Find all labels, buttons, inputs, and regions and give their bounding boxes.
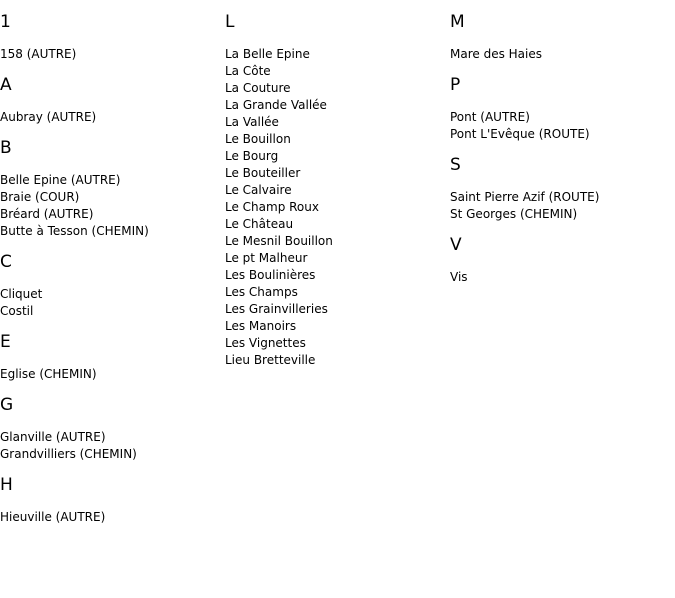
street-item[interactable]: La Vallée (225, 115, 279, 129)
street-item[interactable]: Le Champ Roux (225, 200, 319, 214)
street-list (450, 109, 675, 143)
street-item[interactable]: Les Vignettes (225, 336, 306, 350)
letter-heading: 1 (0, 12, 11, 32)
street-item[interactable]: Le Bouteiller (225, 166, 301, 180)
street-item[interactable]: Le Château (225, 217, 294, 231)
letter-group-l (225, 12, 450, 369)
street-item[interactable]: Hieuville (AUTRE) (0, 510, 106, 524)
letter-heading: G (0, 395, 14, 415)
street-item[interactable]: Bréard (AUTRE) (0, 207, 94, 221)
street-item[interactable]: Grandvilliers (CHEMIN) (0, 447, 137, 461)
letter-group-h (0, 475, 225, 526)
street-item[interactable]: La Belle Epine (225, 47, 310, 61)
letter-group-c (0, 252, 225, 320)
street-list (0, 172, 225, 240)
letter-heading: V (450, 235, 462, 255)
street-list (0, 366, 225, 383)
street-item[interactable]: Pont L'Evêque (ROUTE) (450, 127, 590, 141)
letter-heading: S (450, 155, 461, 175)
letter-group-p (450, 75, 675, 143)
letter-group-m (450, 12, 675, 63)
street-item[interactable]: Le Mesnil Bouillon (225, 234, 333, 248)
index-column-1 (0, 0, 225, 534)
street-item[interactable]: Vis (450, 270, 468, 284)
street-item[interactable]: Mare des Haies (450, 47, 542, 61)
street-list (450, 189, 675, 223)
street-item[interactable]: Lieu Bretteville (225, 353, 316, 367)
street-item[interactable]: La Côte (225, 64, 271, 78)
letter-group-g (0, 395, 225, 463)
letter-group-v (450, 235, 675, 286)
street-item[interactable]: Le Bourg (225, 149, 279, 163)
street-item[interactable]: Butte à Tesson (CHEMIN) (0, 224, 149, 238)
street-list (450, 269, 675, 286)
street-item[interactable]: Belle Epine (AUTRE) (0, 173, 121, 187)
street-item[interactable]: Les Grainvilleries (225, 302, 328, 316)
street-item[interactable]: Braie (COUR) (0, 190, 80, 204)
street-item[interactable]: Les Boulinières (225, 268, 316, 282)
street-item[interactable]: Pont (AUTRE) (450, 110, 530, 124)
street-item[interactable]: Glanville (AUTRE) (0, 430, 106, 444)
street-item[interactable]: Costil (0, 304, 34, 318)
street-list (225, 46, 450, 369)
letter-heading: L (225, 12, 235, 32)
letter-heading: P (450, 75, 461, 95)
street-item[interactable]: Le pt Malheur (225, 251, 308, 265)
street-list (0, 509, 225, 526)
letter-group-1 (0, 12, 225, 63)
street-list (450, 46, 675, 63)
index-column-3 (450, 0, 675, 294)
street-item[interactable]: Les Champs (225, 285, 298, 299)
letter-heading: M (450, 12, 465, 32)
letter-group-e (0, 332, 225, 383)
letter-heading: B (0, 138, 12, 158)
letter-group-a (0, 75, 225, 126)
street-item[interactable]: Eglise (CHEMIN) (0, 367, 97, 381)
street-list (0, 286, 225, 320)
street-list (0, 109, 225, 126)
street-list (0, 46, 225, 63)
street-item[interactable]: Saint Pierre Azif (ROUTE) (450, 190, 600, 204)
street-item[interactable]: Le Bouillon (225, 132, 291, 146)
street-item[interactable]: Les Manoirs (225, 319, 297, 333)
street-item[interactable]: Le Calvaire (225, 183, 292, 197)
letter-group-b (0, 138, 225, 240)
street-item[interactable]: St Georges (CHEMIN) (450, 207, 578, 221)
street-item[interactable]: 158 (AUTRE) (0, 47, 77, 61)
letter-group-s (450, 155, 675, 223)
street-item[interactable]: La Grande Vallée (225, 98, 327, 112)
letter-heading: H (0, 475, 13, 495)
street-list (0, 429, 225, 463)
street-item[interactable]: Cliquet (0, 287, 43, 301)
street-item[interactable]: La Couture (225, 81, 291, 95)
index-column-2 (225, 0, 450, 377)
letter-heading: A (0, 75, 12, 95)
street-item[interactable]: Aubray (AUTRE) (0, 110, 97, 124)
letter-heading: C (0, 252, 12, 272)
letter-heading: E (0, 332, 11, 352)
